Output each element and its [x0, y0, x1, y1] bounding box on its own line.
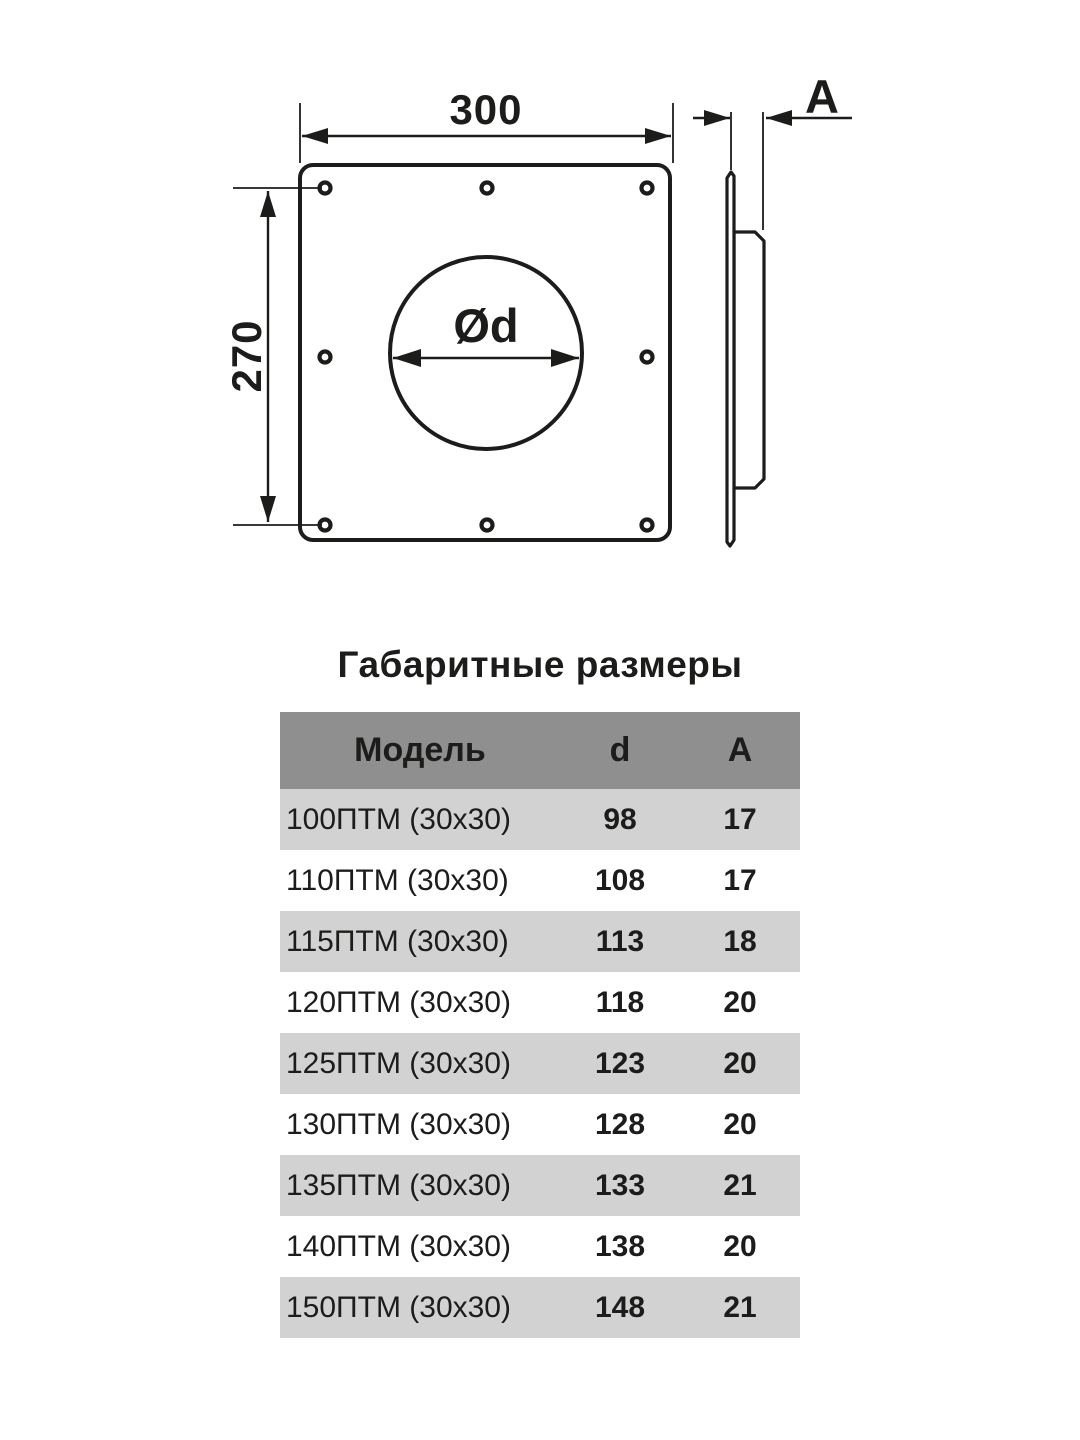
d-cell: 128 [594, 1107, 646, 1141]
column-header-d: d [609, 731, 631, 769]
dim-thickness [693, 70, 852, 230]
d-cell: 138 [594, 1229, 646, 1263]
width-dimension-label: 300 [449, 86, 523, 133]
model-cell: 125ПТМ (30х30) [286, 1046, 511, 1080]
thickness-dimension-label: A [805, 70, 839, 123]
table-row [280, 1277, 800, 1338]
d-cell: 148 [594, 1290, 646, 1324]
mounting-hole [482, 183, 493, 194]
d-cell: 123 [594, 1046, 646, 1080]
a-cell: 21 [723, 1168, 757, 1202]
dimensions-table [280, 712, 800, 1338]
column-header-a: A [727, 731, 753, 769]
front-view [223, 86, 673, 540]
column-header-model: Модель [354, 731, 486, 769]
table-header-row [280, 712, 800, 789]
table-row [280, 911, 800, 972]
table-row [280, 1033, 800, 1094]
a-cell: 20 [723, 1229, 757, 1263]
mounting-hole [642, 520, 653, 531]
d-cell: 118 [595, 985, 645, 1019]
table-row [280, 1216, 800, 1277]
table-row [280, 850, 800, 911]
d-cell: 113 [595, 924, 645, 958]
a-cell: 20 [723, 1107, 757, 1141]
table-row [280, 972, 800, 1033]
table-row [280, 1155, 800, 1216]
model-cell: 150ПТМ (30х30) [286, 1290, 511, 1324]
model-cell: 120ПТМ (30х30) [286, 985, 511, 1019]
technical-drawing [0, 0, 1080, 630]
model-cell: 115ПТМ (30х30) [286, 924, 509, 958]
a-cell: 21 [723, 1290, 757, 1324]
mounting-hole [320, 352, 331, 363]
height-dimension-label: 270 [223, 319, 270, 393]
diameter-dimension-label: Ød [453, 299, 519, 352]
table-row [280, 1094, 800, 1155]
mounting-hole [642, 352, 653, 363]
collar-side-outline [734, 232, 764, 488]
mounting-hole [642, 183, 653, 194]
a-cell: 17 [723, 802, 757, 836]
a-cell: 20 [723, 1046, 757, 1080]
d-cell: 98 [603, 802, 637, 836]
model-cell: 110ПТМ (30х30) [286, 863, 509, 897]
table-row [280, 789, 800, 850]
dim-width [300, 86, 673, 163]
a-cell: 17 [723, 863, 757, 897]
a-cell: 18 [723, 924, 757, 958]
dimensions-title: Габаритные размеры [337, 644, 743, 685]
side-view [693, 70, 852, 546]
a-cell: 20 [723, 985, 757, 1019]
model-cell: 135ПТМ (30х30) [286, 1168, 511, 1202]
model-cell: 100ПТМ (30х30) [286, 802, 511, 836]
model-cell: 140ПТМ (30х30) [286, 1229, 511, 1263]
plate-side-outline [727, 172, 734, 546]
mounting-hole [482, 520, 493, 531]
model-cell: 130ПТМ (30х30) [286, 1107, 511, 1141]
d-cell: 108 [594, 863, 646, 897]
d-cell: 133 [594, 1168, 646, 1202]
